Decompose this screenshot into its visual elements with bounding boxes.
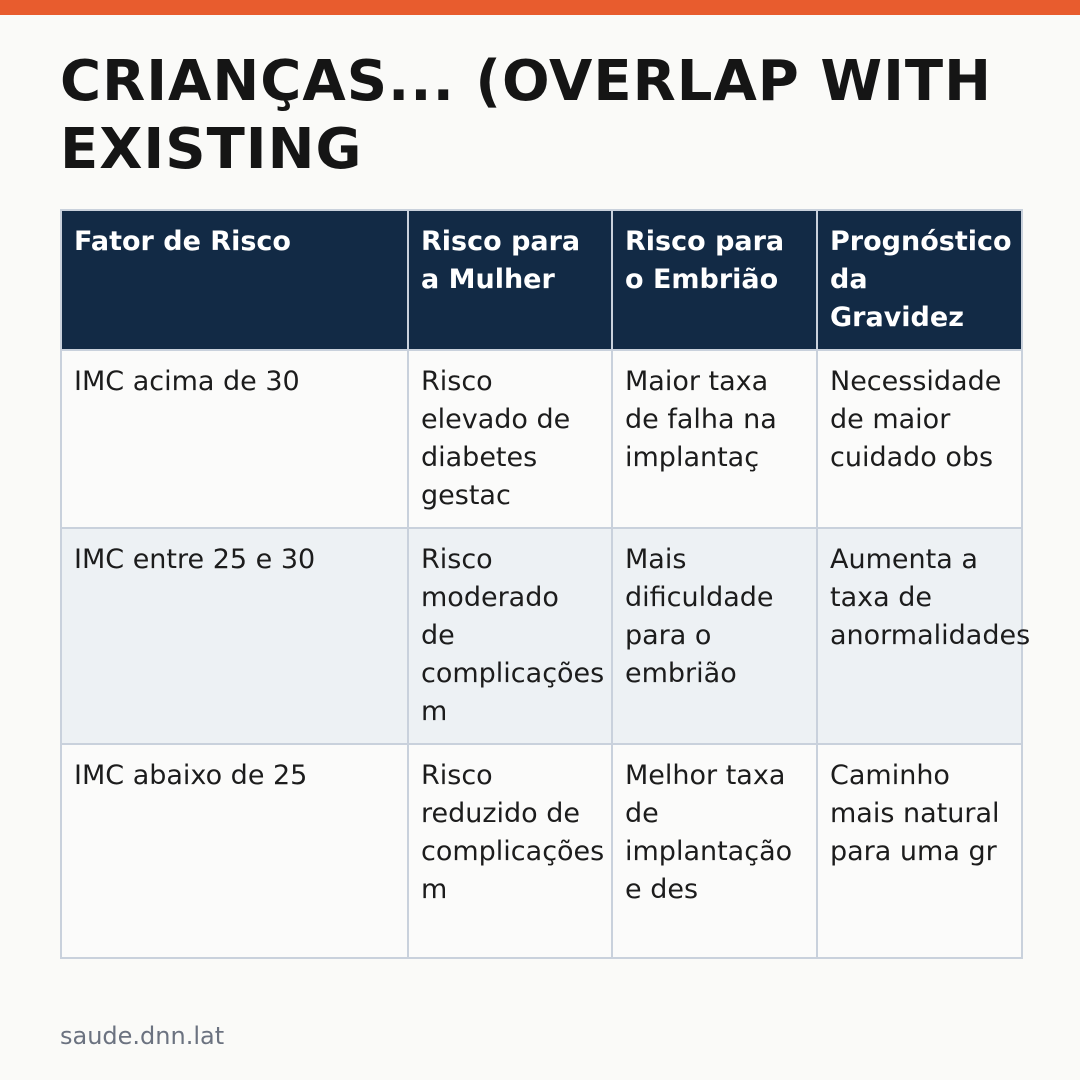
column-header-risk-woman: Risco para a Mulher [408,210,612,350]
column-header-risk-factor: Fator de Risco [61,210,408,350]
table-cell: Risco elevado de diabetes gestac [408,350,612,528]
table-cell: IMC acima de 30 [61,350,408,528]
column-header-risk-embryo: Risco para o Embrião [612,210,817,350]
table-cell: Maior taxa de falha na implantaç [612,350,817,528]
risk-table [60,209,1031,959]
table-header-row [61,210,1022,350]
table-row [61,744,1022,958]
table-cell: Caminho mais natural para uma gr [817,744,1022,958]
table-cell: Melhor taxa de implantação e des [612,744,817,958]
table-cell: Mais dificuldade para o embrião [612,528,817,744]
table-cell: IMC abaixo de 25 [61,744,408,958]
table-cell: Necessidade de maior cuidado obs [817,350,1022,528]
table-cell: Risco moderado de complicações m [408,528,612,744]
table-cell: Risco reduzido de complicações m [408,744,612,958]
table-cell: Aumenta a taxa de anormalidades [817,528,1022,744]
column-header-prognosis: Prognóstico da Gravidez [817,210,1022,350]
table-row [61,350,1022,528]
site-url: saude.dnn.lat [60,1022,225,1050]
accent-bar [0,0,1080,15]
table-cell: IMC entre 25 e 30 [61,528,408,744]
table-row [61,528,1022,744]
page-title: CRIANÇAS... (OVERLAP WITH EXISTING [60,49,992,182]
